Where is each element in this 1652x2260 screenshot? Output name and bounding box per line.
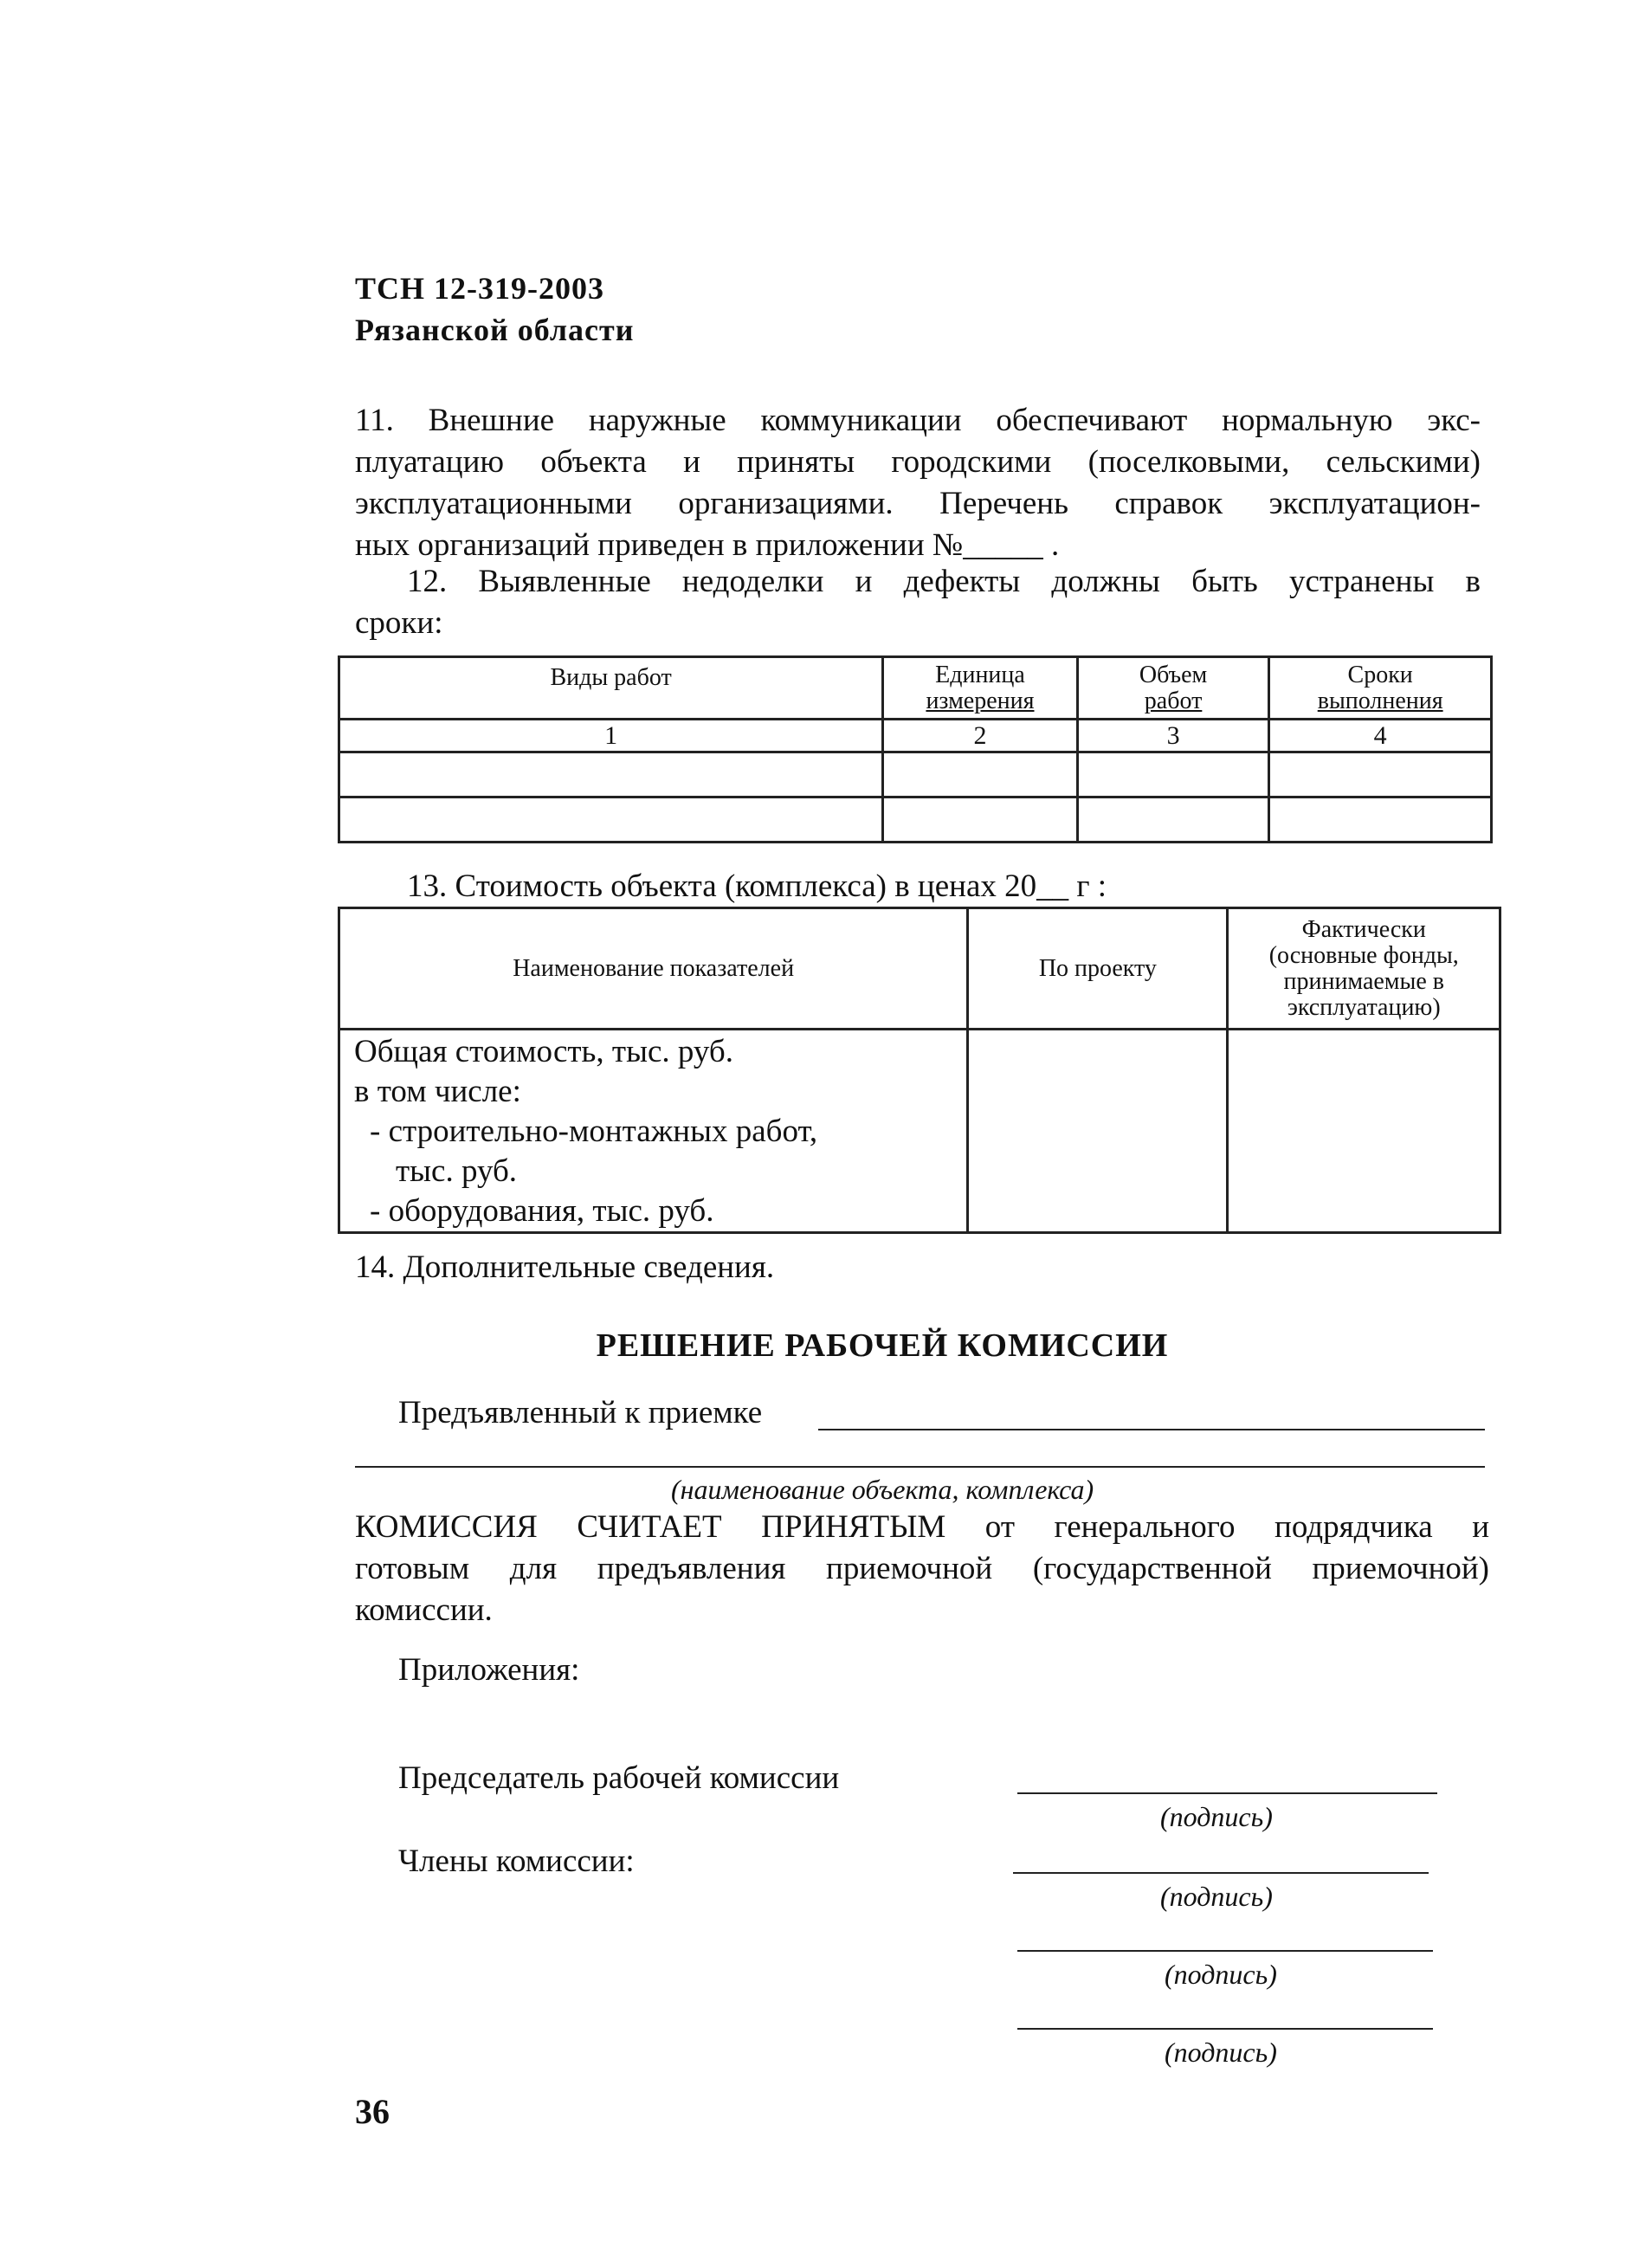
table-cell <box>1077 752 1269 797</box>
table-row <box>339 752 1492 797</box>
header-text: принимаемые в <box>1283 967 1444 995</box>
document-region: Рязанской области <box>355 313 635 347</box>
column-number: 2 <box>883 720 1078 752</box>
item-11-line: 11. Внешние наружные коммуникации обеспечивают нормальную экс- <box>355 403 1481 438</box>
signature-note: (подпись) <box>1165 1959 1277 1990</box>
decision-title: РЕШЕНИЕ РАБОЧЕЙ КОМИССИИ <box>596 1327 1169 1364</box>
header-text: Единица <box>935 661 1025 688</box>
header-actual <box>1228 908 1500 1030</box>
defects-table-header-row <box>339 657 1492 720</box>
commission-paragraph <box>355 1507 1489 1631</box>
table-cell <box>1269 797 1492 843</box>
object-name-note: (наименование объекта, комплекса) <box>671 1474 1094 1505</box>
table-cell <box>339 752 883 797</box>
table-cell <box>1269 752 1492 797</box>
cost-indicators-cell <box>339 1030 968 1233</box>
item-14-text: 14. Дополнительные сведения. <box>355 1249 775 1285</box>
signature-line <box>1017 1950 1433 1952</box>
signature-line <box>1017 1792 1437 1794</box>
cost-table <box>338 907 1501 1234</box>
cost-row-label: в том числе: <box>354 1074 521 1109</box>
cost-table-header-row <box>339 908 1500 1030</box>
signature-line <box>1017 2028 1433 2030</box>
item-12-paragraph <box>355 561 1481 644</box>
commission-line: готовым для предъявления приемочной (государственной приемочной) <box>355 1551 1489 1586</box>
table-cell <box>883 752 1078 797</box>
table-cell <box>339 797 883 843</box>
header-text: Сроки <box>1347 661 1413 688</box>
header-unit <box>883 657 1078 720</box>
signature-note: (подпись) <box>1165 2037 1277 2068</box>
header-text: работ <box>1144 687 1203 714</box>
table-row <box>339 797 1492 843</box>
object-name-line <box>818 1429 1485 1430</box>
item-11-paragraph <box>355 400 1481 566</box>
cost-row-label: - оборудования, тыс. руб. <box>370 1193 714 1229</box>
signature-note: (подпись) <box>1160 1881 1273 1912</box>
document-code: ТСН 12-319-2003 <box>355 271 604 306</box>
header-text: выполнения <box>1317 687 1443 714</box>
members-label: Члены комиссии: <box>398 1844 635 1879</box>
commission-line: КОМИССИЯ СЧИТАЕТ ПРИНЯТЫМ от генерального подрядчика и <box>355 1509 1489 1545</box>
table-cell <box>1077 797 1269 843</box>
object-name-line <box>355 1466 1485 1468</box>
item-12-line: 12. Выявленные недоделки и дефекты должны быть устранены в <box>407 564 1481 599</box>
item-12-line: сроки: <box>355 605 443 641</box>
chair-label: Председатель рабочей комиссии <box>398 1760 840 1796</box>
header-by-project: По проекту <box>968 908 1228 1030</box>
header-text: эксплуатацию) <box>1287 993 1441 1021</box>
cost-row-label: - строительно-монтажных работ, <box>370 1114 818 1149</box>
header-text: Виды работ <box>550 664 672 691</box>
defects-table-number-row <box>339 720 1492 752</box>
header-deadline <box>1269 657 1492 720</box>
table-cell <box>1228 1030 1500 1233</box>
signature-line <box>1013 1872 1429 1874</box>
column-number: 4 <box>1269 720 1492 752</box>
column-number: 1 <box>339 720 883 752</box>
item-11-line: ных организаций приведен в приложении №_____ . <box>355 527 1060 563</box>
header-work-types <box>339 657 883 720</box>
defects-table <box>338 655 1493 843</box>
page-number: 36 <box>355 2092 390 2131</box>
presented-label: Предъявленный к приемке <box>398 1395 763 1430</box>
signature-note: (подпись) <box>1160 1801 1273 1832</box>
header-text: Фактически <box>1301 915 1426 943</box>
table-cell <box>883 797 1078 843</box>
table-cell <box>968 1030 1228 1233</box>
header-text: (основные фонды, <box>1268 941 1459 969</box>
header-text: Объем <box>1139 661 1208 688</box>
column-number: 3 <box>1077 720 1269 752</box>
attachments-label: Приложения: <box>398 1652 580 1688</box>
item-11-line: эксплуатационными организациями. Перечень справок эксплуатацион- <box>355 486 1481 521</box>
cost-row-label: тыс. руб. <box>396 1153 518 1189</box>
header-indicator-name: Наименование показателей <box>339 908 968 1030</box>
table-row <box>339 1030 1500 1233</box>
item-11-line: плуатацию объекта и приняты городскими (поселковыми, сельскими) <box>355 444 1481 480</box>
item-13-text: 13. Стоимость объекта (комплекса) в ценах 20__ г : <box>407 868 1107 904</box>
header-text: измерения <box>926 687 1035 714</box>
cost-row-label: Общая стоимость, тыс. руб. <box>354 1034 733 1069</box>
commission-line: комиссии. <box>355 1592 493 1628</box>
header-volume <box>1077 657 1269 720</box>
